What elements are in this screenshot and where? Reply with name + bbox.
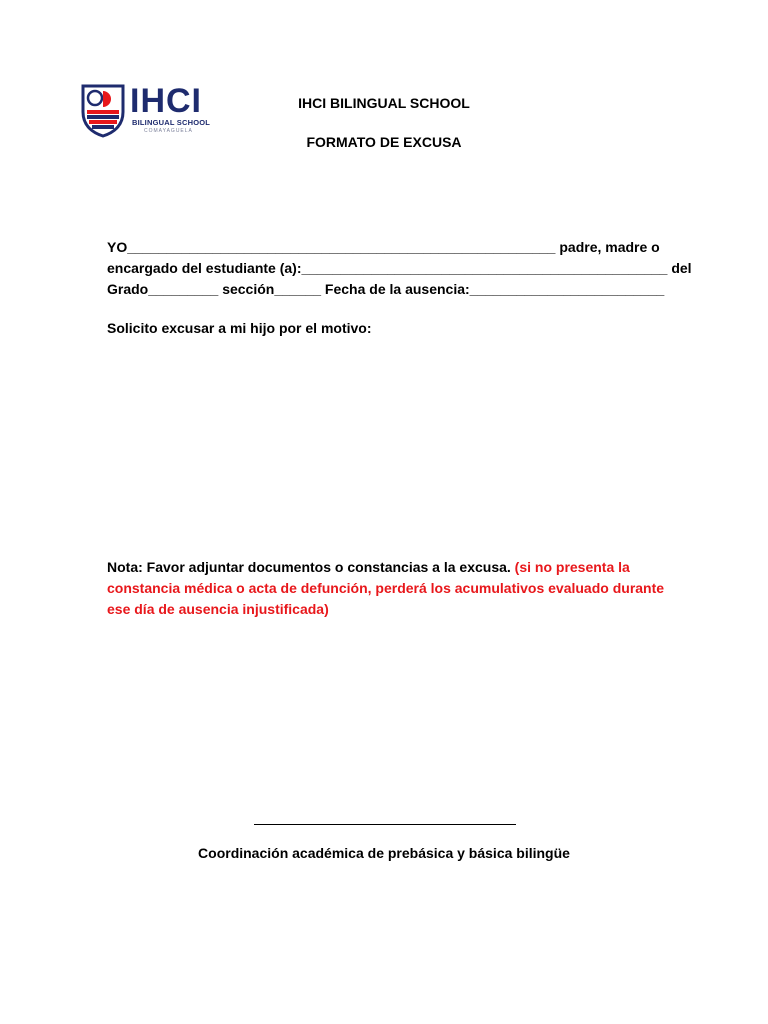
motive-prompt: Solicito excusar a mi hijo por el motivo: bbox=[107, 320, 372, 336]
note-warning: (si no presenta la constancia médica o acta de defunción, perderá los acumulativos evaluado durante ese día de ausencia injustificada) bbox=[107, 559, 665, 617]
form-fields bbox=[107, 237, 692, 300]
form-line-student: encargado del estudiante (a):_______________________________________________ del bbox=[107, 260, 692, 276]
note-paragraph bbox=[107, 557, 667, 620]
form-line-name: YO_______________________________________________________ padre, madre o bbox=[107, 239, 660, 255]
signature-label: Coordinación académica de prebásica y básica bilingüe bbox=[198, 845, 570, 861]
logo-subtitle: BILINGUAL SCHOOL bbox=[132, 118, 211, 127]
form-title: FORMATO DE EXCUSA bbox=[306, 134, 462, 150]
note-text: Nota: Favor adjuntar documentos o constancias a la excusa. bbox=[107, 559, 511, 575]
school-name: IHCI BILINGUAL SCHOOL bbox=[298, 95, 470, 111]
school-logo bbox=[80, 82, 220, 140]
logo-brand: IHCI bbox=[130, 82, 202, 120]
signature-line bbox=[254, 824, 516, 825]
form-line-grade: Grado_________ sección______ Fecha de la ausencia:_________________________ bbox=[107, 281, 665, 297]
logo-city: COMAYAGUELA bbox=[144, 128, 193, 134]
